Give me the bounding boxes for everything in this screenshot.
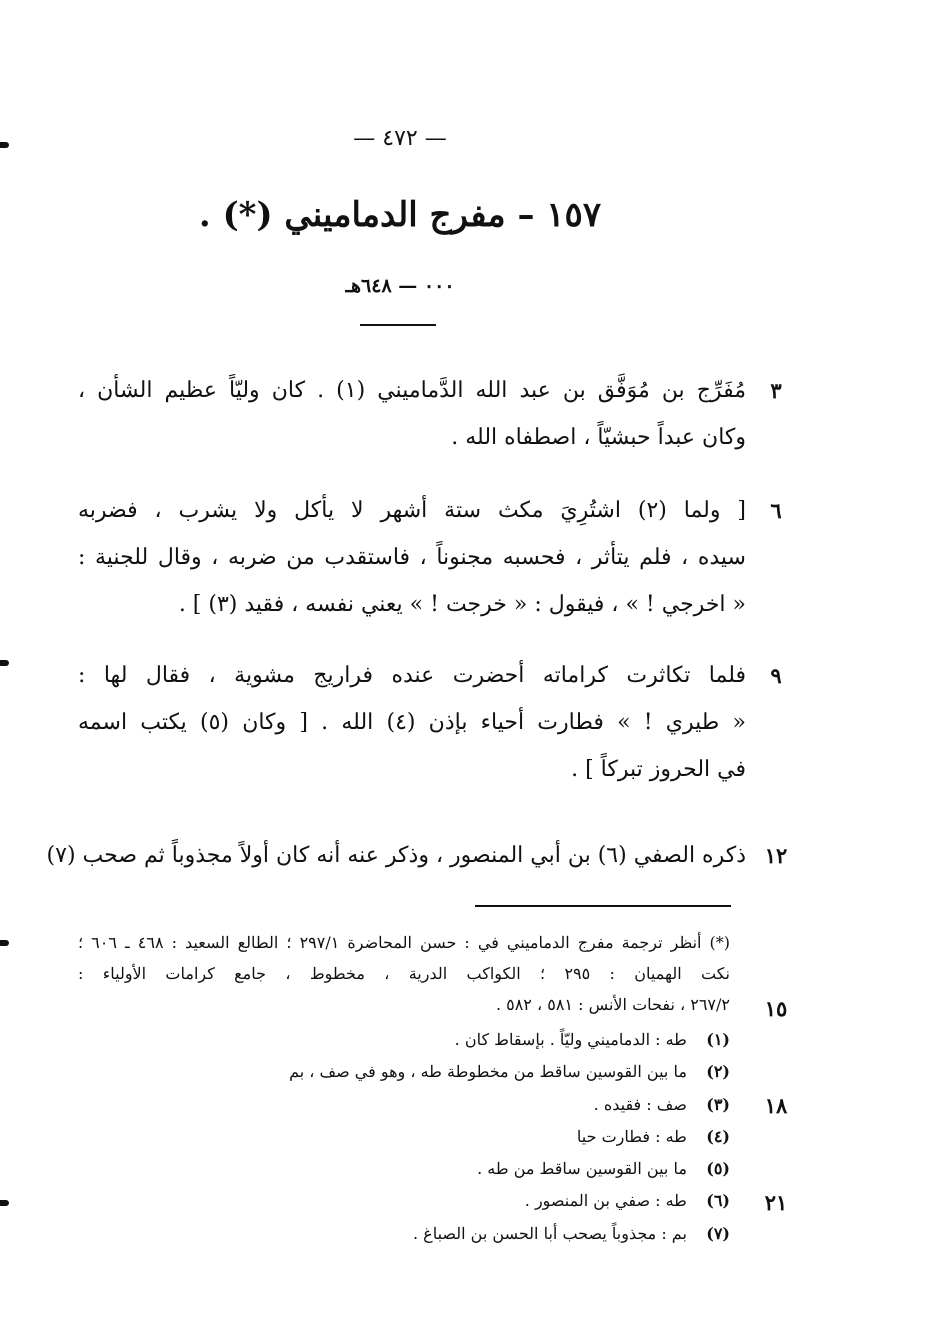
footnote-text: ما بين القوسين ساقط من طه . [477,1159,687,1179]
paragraph-1 [78,367,746,461]
footnote-number: (١) [706,1030,730,1049]
text-line: مُفَرِّج بن مُوَفَّق بن عبد الله الدَّماميني (١) . كان وليّاً عظيم الشأن ، [78,378,746,403]
footnote-number: (٥) [706,1159,730,1179]
footnote-number: (٤) [706,1126,730,1146]
paragraph-2 [78,487,746,628]
footnote-item [200,1121,730,1153]
scan-edge-mark [0,940,9,946]
footnote-text: طه : صفي بن المنصور . [524,1191,687,1211]
footnote-text: ما بين القوسين ساقط من مخطوطة طه ، وهو في صف ، بم [289,1062,687,1082]
entry-dates: ٠٠٠ — ٦٤٨هـ [345,275,455,297]
footnote-number: (٢) [706,1062,730,1082]
footnote-number: (٣) [706,1094,730,1114]
footnote-line: نكت الهميان : ٢٩٥ ؛ الكواكب الدرية ، مخطوط ، جامع كرامات الأولياء : [78,964,730,983]
line-number: ١٥ [764,996,788,1021]
footnote-divider [475,905,731,907]
footnote-text: طه : الدماميني وليّاً . بإسقاط كان . [454,1030,687,1049]
footnote-number: (٧) [706,1223,730,1243]
text-line: وكان عبداً حبشيّاً ، اصطفاه الله . [451,425,746,450]
text-line: ذكره الصفي (٦) بن أبي المنصور ، وذكر عنه أنه كان أولاً مجذوباً ثم صحب (٧) [46,843,746,868]
footnote-text: بم : مجذوباً يصحب أبا الحسن بن الصباغ . [412,1223,687,1243]
line-number: ٦ [770,498,782,523]
footnote-item [200,1024,730,1056]
line-number: ٩ [770,663,782,688]
paragraph-3 [78,652,746,793]
scan-edge-mark [0,660,9,666]
line-number: ١٢ [764,843,788,868]
footnote-text: صف : فقيده . [593,1094,687,1114]
footnote-item [200,1218,730,1250]
paragraph-4 [46,832,746,879]
footnote-item [200,1056,730,1088]
footnote-sources [78,927,730,1020]
footnote-text: طه : فطارت حيا [576,1126,687,1146]
line-number: ٣ [770,378,782,403]
text-line: فلما تكاثرت كراماته أحضرت عنده فراريج مشوية ، فقال لها : [78,663,746,688]
footnote-item [200,1089,730,1121]
text-line: [ ولما (٢) اشتُرِيَ مكث ستة أشهر لا يأكل ولا يشرب ، فضربه [78,498,746,523]
text-line: في الحروز تبركاً ] . [571,757,746,782]
footnote-item [200,1153,730,1185]
footnote-number: (٦) [706,1191,730,1211]
footnote-line: (*) أنظر ترجمة مفرج الدماميني في : حسن المحاضرة ٢٩٧/١ ؛ الطالع السعيد : ٤٦٨ ـ ٦٠٦ ؛ [78,933,731,952]
entry-title: ١٥٧ – مفرج الدماميني (*) . [198,195,602,235]
scan-edge-mark [0,1200,9,1206]
title-divider [360,324,436,326]
footnote-line: ٢٦٧/٢ ، نفحات الأنس : ٥٨١ ، ٥٨٢ . [495,995,730,1014]
line-number: ١٨ [764,1093,788,1118]
footnote-item [200,1185,730,1217]
page-number: — ٤٧٢ — [353,126,447,151]
text-line: سيده ، فلم يتأثر ، فحسبه مجنوناً ، فاستقدب من ضربه ، وقال للجنية : [78,545,746,570]
text-line: « اخرجي ! » ، فيقول : « خرجت ! » يعني نفسه ، فقيد (٣) ] . [178,592,746,617]
footnote-list [200,1024,730,1250]
text-line: « طيري ! » فطارت أحياء بإذن (٤) الله . [ وكان (٥) يكتب اسمه [78,710,746,735]
line-number: ٢١ [764,1190,788,1215]
